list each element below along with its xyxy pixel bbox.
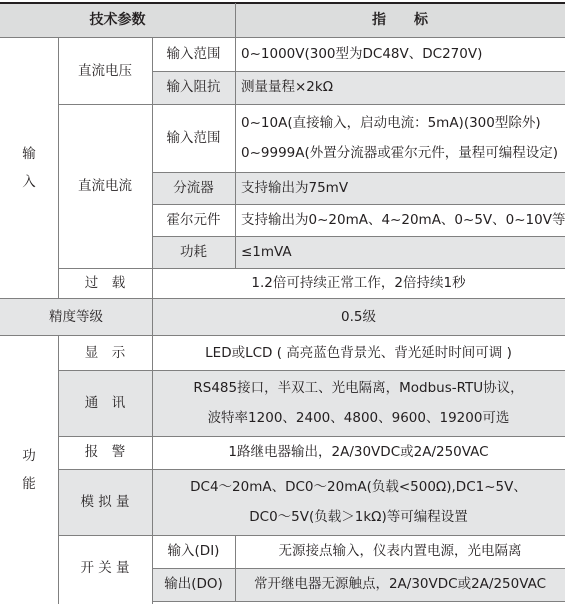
switch-label: 开 关 量	[80, 559, 130, 576]
display-value: LED或LCD ( 高亮蓝色背景光、背光延时时间可调 )	[205, 344, 512, 361]
display-label: 显 示	[84, 344, 126, 361]
rule	[152, 568, 565, 569]
dc-current-label: 直流电流	[78, 177, 132, 194]
dc-current-range-value: 0~10A(直接输入，启动电流：5mA)(300型除外) 0~9999A(外置分流器或霍尔元件，量程可编程设定)	[241, 114, 559, 161]
power-value: ≤1mVA	[235, 236, 565, 268]
dc-voltage-range-name: 输入范围	[166, 46, 221, 63]
overload-value: 1.2倍可持续正常工作，2倍持续1秒	[251, 274, 466, 291]
dc-current-range-name: 输入范围	[166, 129, 221, 146]
function-group-label: 功 能	[22, 447, 36, 492]
switch-di-value: 无源接点输入，仪表内置电源，光电隔离	[278, 543, 522, 560]
dc-voltage-impedance-name: 输入阻抗	[152, 71, 235, 104]
rule-header-bottom	[0, 37, 565, 38]
rule	[152, 172, 565, 173]
header-spec: 指 标	[235, 3, 565, 37]
hall-value: 支持输出为0~20mA、4~20mA、0~5V、0~10V等	[241, 211, 565, 228]
rule	[0, 335, 565, 336]
rule	[58, 104, 565, 105]
power-name: 功耗	[152, 236, 235, 268]
analog-label: 模 拟 量	[58, 469, 152, 535]
rule	[58, 436, 565, 437]
rule-v	[235, 535, 236, 601]
rule	[58, 535, 565, 536]
rule	[152, 204, 565, 205]
accuracy-label: 精度等级	[0, 299, 152, 335]
accuracy-value: 0.5级	[152, 299, 565, 335]
hall-name: 霍尔元件	[166, 211, 221, 228]
rule-v	[152, 38, 153, 268]
comm-label: 通 讯	[58, 370, 152, 436]
rule	[58, 268, 565, 269]
dc-voltage-impedance-value: 测量量程×2kΩ	[235, 71, 565, 104]
rule-v	[58, 336, 59, 604]
input-group-label: 输 入	[22, 145, 36, 190]
rule	[152, 601, 565, 602]
alarm-label: 报 警	[84, 444, 126, 461]
rule-v	[58, 38, 59, 298]
rule	[58, 469, 565, 470]
switch-di-name: 输入(DI)	[167, 543, 220, 560]
overload-label: 过 载	[84, 274, 126, 291]
rule	[58, 370, 565, 371]
header-param: 技术参数	[0, 3, 235, 37]
alarm-value: 1路继电器输出，2A/30VDC或2A/250VAC	[228, 444, 489, 461]
rule	[0, 298, 565, 299]
rule-v	[152, 299, 153, 335]
dc-voltage-label: 直流电压	[78, 62, 132, 79]
switch-do-name: 输出(DO)	[152, 568, 235, 601]
rule	[152, 236, 565, 237]
rule-v	[152, 336, 153, 604]
comm-value: RS485接口，半双工、光电隔离，Modbus-RTU协议， 波特率1200、2400、4800、9600、19200可选	[152, 370, 565, 436]
rule-top	[0, 2, 565, 4]
rule	[152, 71, 565, 72]
switch-do-value: 常开继电器无源触点，2A/30VDC或2A/250VAC	[235, 568, 565, 601]
dc-voltage-range-value: 0~1000V(300型为DC48V、DC270V)	[241, 46, 483, 63]
shunt-value: 支持输出为75mV	[235, 172, 565, 204]
rule-v	[235, 38, 236, 268]
rule-v	[152, 268, 153, 298]
rule-v	[235, 3, 236, 37]
analog-value: DC4～20mA、DC0～20mA(负载<500Ω),DC1~5V、 DC0～5V(负载＞1kΩ)等可编程设置	[152, 469, 565, 535]
shunt-name: 分流器	[152, 172, 235, 204]
